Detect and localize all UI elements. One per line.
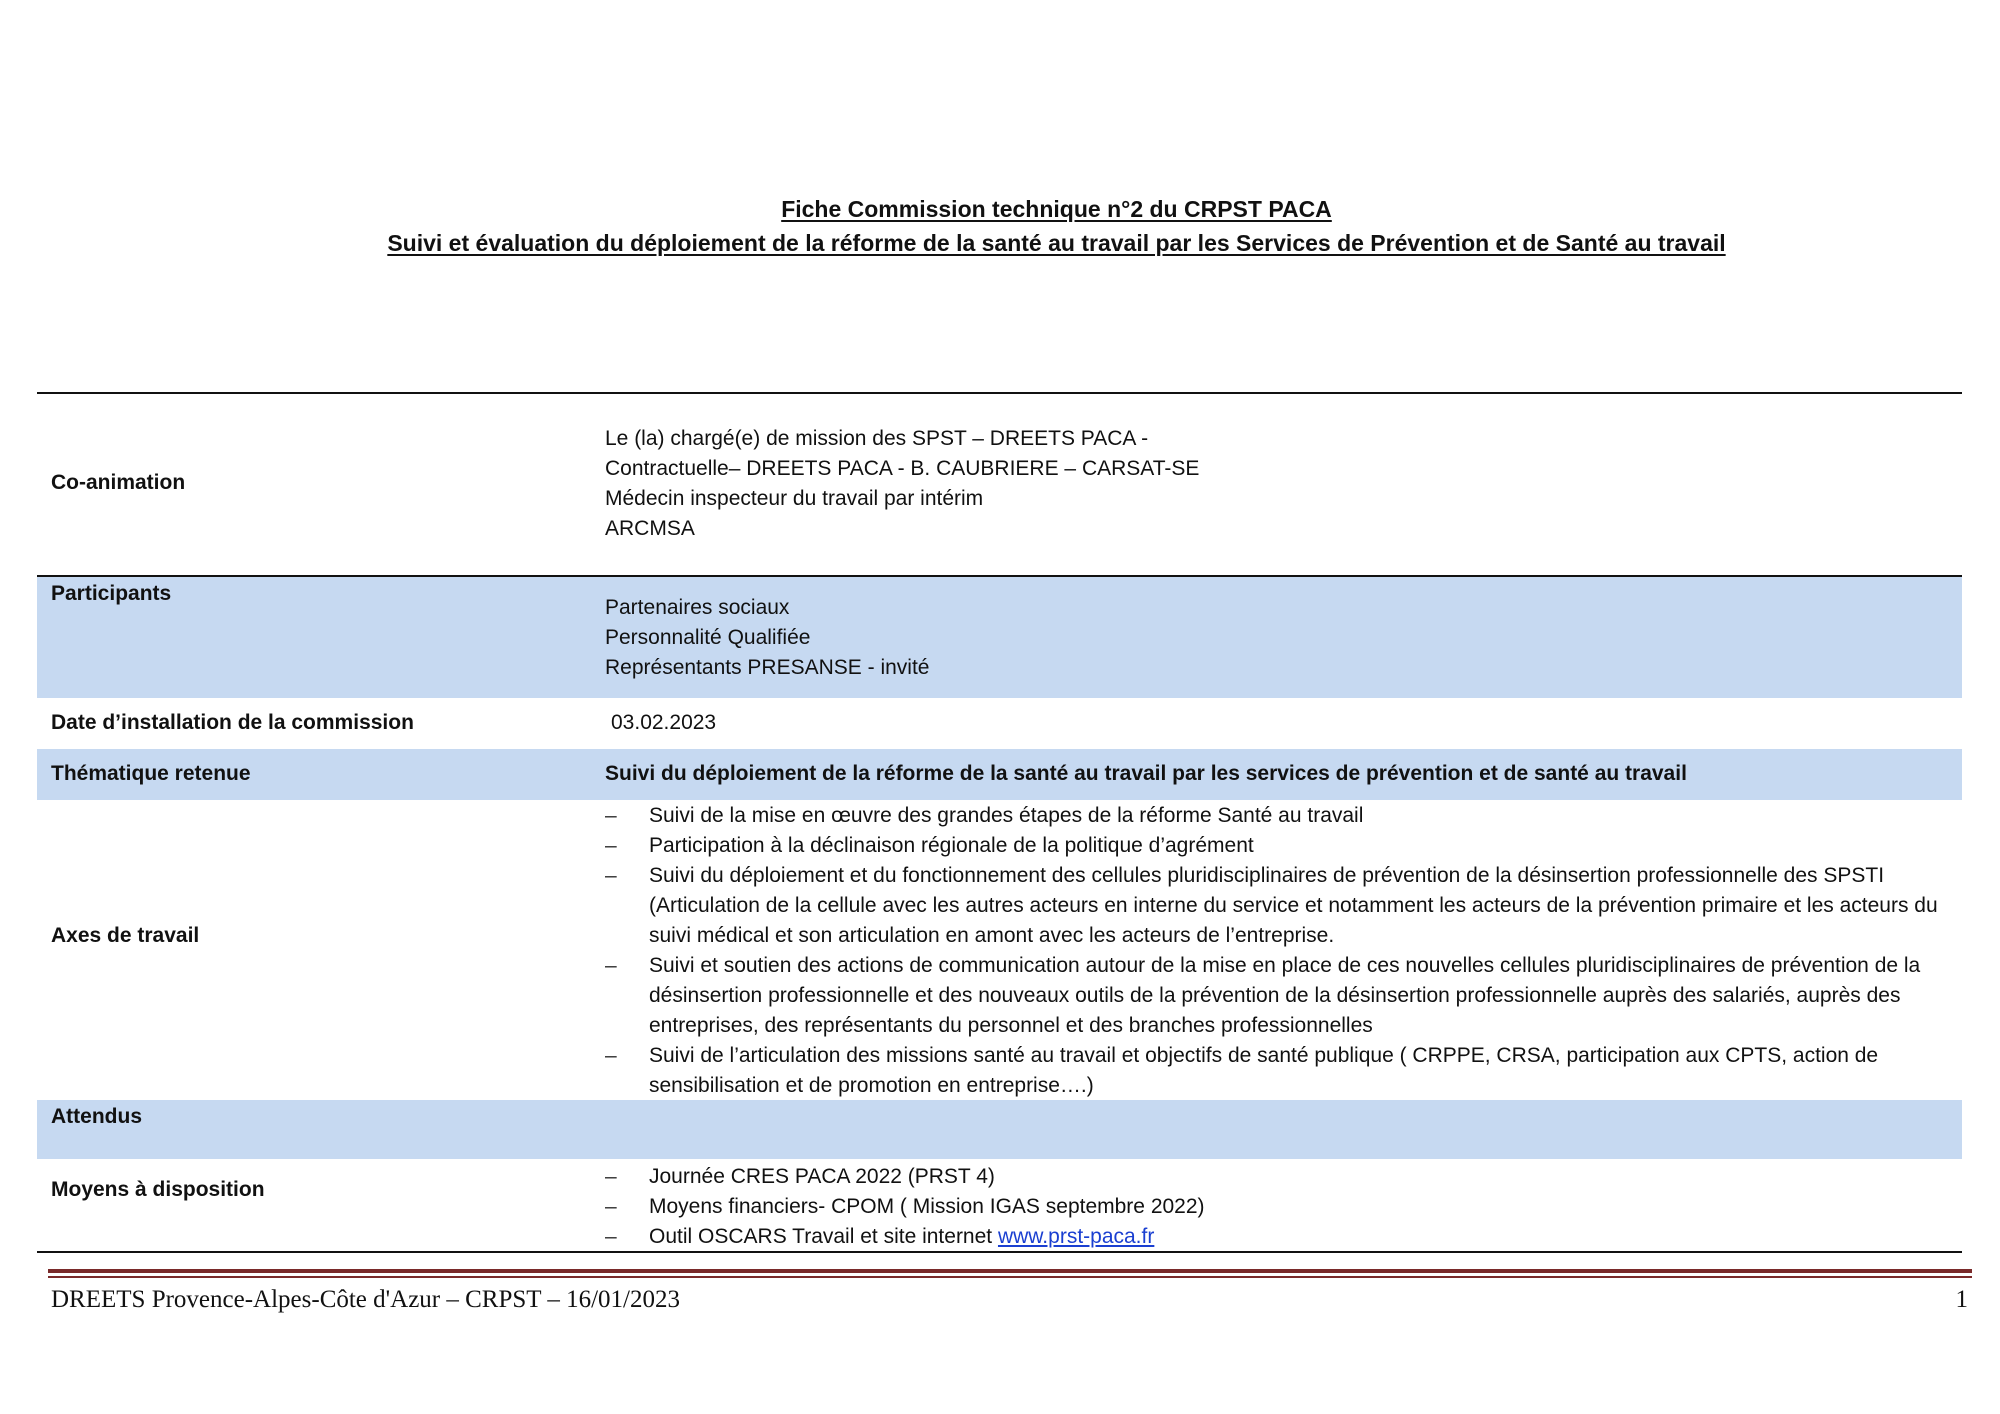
footer-text: DREETS Provence-Alpes-Côte d'Azur – CRPST – 16/01/2023 bbox=[51, 1286, 681, 1313]
row-moyens bbox=[37, 1159, 1962, 1251]
row-label: Axes de travail bbox=[51, 924, 200, 947]
list-item: – Suivi de la mise en œuvre des grandes étapes de la réforme Santé au travail bbox=[605, 801, 1965, 831]
axes-content bbox=[605, 801, 1965, 1101]
row-coanimation bbox=[37, 394, 1962, 574]
date-value: 03.02.2023 bbox=[611, 711, 717, 734]
thematique-value: Suivi du déploiement de la réforme de la santé au travail par les services de prévention et de santé au travail bbox=[605, 762, 1687, 785]
list-item: – Suivi de l’articulation des missions santé au travail et objectifs de santé publique ( CRPPE, CRSA, participation aux CPTS, action de sensibilisation et de promotion en entreprise….) bbox=[605, 1041, 1965, 1101]
coanimation-line: Le (la) chargé(e) de mission des SPST – DREETS PACA - bbox=[605, 427, 1149, 450]
list-item-text: Outil OSCARS Travail et site internet bbox=[649, 1225, 998, 1248]
moyens-content bbox=[605, 1162, 1955, 1252]
coanimation-line: Médecin inspecteur du travail par intérim bbox=[605, 487, 984, 510]
row-axes bbox=[37, 800, 1962, 1100]
row-thematique bbox=[37, 749, 1962, 800]
list-item: – Participation à la déclinaison régionale de la politique d’agrément bbox=[605, 831, 1965, 861]
participants-line: Représentants PRESANSE - invité bbox=[605, 656, 930, 679]
row-label: Date d’installation de la commission bbox=[51, 711, 414, 734]
table-bottom-rule bbox=[37, 1251, 1962, 1253]
coanimation-line: ARCMSA bbox=[605, 517, 695, 540]
list-item: – Journée CRES PACA 2022 (PRST 4) bbox=[605, 1162, 1955, 1192]
coanimation-content bbox=[605, 424, 1955, 544]
list-item: – Suivi et soutien des actions de communication autour de la mise en place de ces nouvelles cellules pluridisciplinaires de prévention de la désinsertion professionnelle et des nouveaux outils de la prévention de la désinsertion professionnelle auprès des salariés, auprès des entreprises, des représentants du personnel et des branches professionnelles bbox=[605, 951, 1965, 1041]
row-participants bbox=[37, 577, 1962, 698]
row-label: Moyens à disposition bbox=[51, 1178, 265, 1201]
document-title bbox=[0, 192, 2000, 260]
row-label: Participants bbox=[51, 582, 172, 605]
title-line-1: Fiche Commission technique n°2 du CRPST PACA bbox=[781, 196, 1332, 222]
title-line-2: Suivi et évaluation du déploiement de la réforme de la santé au travail par les Services de Prévention et de Santé au travail bbox=[387, 230, 1726, 256]
row-date bbox=[37, 698, 1962, 749]
list-item: – Suivi du déploiement et du fonctionnement des cellules pluridisciplinaires de prévention de la désinsertion professionnelle des SPSTI (Articulation de la cellule avec les autres acteurs en interne du service et notamment les acteurs de la prévention primaire et les acteurs du suivi médical et son articulation en amont avec les acteurs de l’entreprise. bbox=[605, 861, 1965, 951]
footer-rule bbox=[48, 1269, 1972, 1273]
prst-paca-link[interactable]: www.prst-paca.fr bbox=[997, 1225, 1155, 1248]
page-number: 1 bbox=[1955, 1286, 1968, 1313]
row-attendus bbox=[37, 1100, 1962, 1159]
footer-rule bbox=[48, 1276, 1972, 1278]
participants-line: Partenaires sociaux bbox=[605, 596, 790, 619]
participants-content bbox=[605, 593, 1955, 683]
row-label: Co-animation bbox=[51, 471, 186, 494]
coanimation-line: Contractuelle– DREETS PACA - B. CAUBRIERE – CARSAT-SE bbox=[605, 457, 1200, 480]
list-item bbox=[605, 1222, 1955, 1252]
row-label: Thématique retenue bbox=[51, 762, 251, 785]
row-label: Attendus bbox=[51, 1105, 142, 1128]
participants-line: Personnalité Qualifiée bbox=[605, 626, 811, 649]
list-item: – Moyens financiers- CPOM ( Mission IGAS septembre 2022) bbox=[605, 1192, 1955, 1222]
